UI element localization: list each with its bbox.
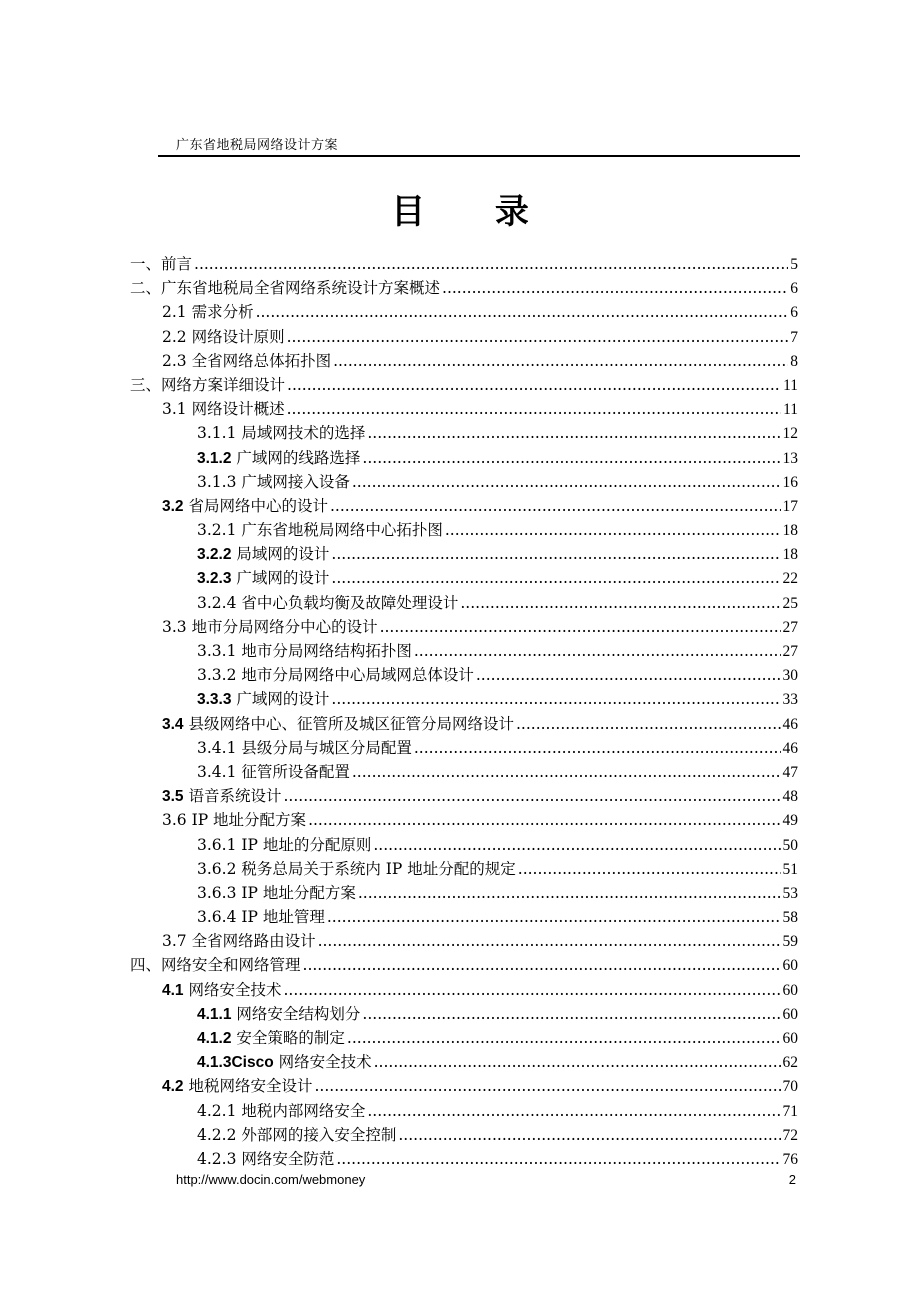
toc-entry-title (130, 276, 440, 300)
toc-entry-title (162, 978, 282, 1003)
toc-dot-leader (330, 494, 781, 518)
toc-entry[interactable] (130, 736, 798, 760)
toc-page-number: 60 (782, 957, 798, 975)
toc-page-number: 60 (782, 1030, 798, 1047)
toc-entry-text: 3.4.1 县级分局与城区分局配置 (197, 738, 412, 757)
toc-entry[interactable] (130, 494, 798, 518)
toc-entry-text: 4.2.3 网络安全防范 (197, 1149, 335, 1168)
toc-entry[interactable] (130, 470, 798, 494)
toc-entry-text: 3.3 地市分局网络分中心的设计 (162, 617, 378, 636)
toc-entry-title (197, 760, 350, 784)
toc-dot-leader (284, 784, 781, 808)
toc-entry-text: 安全策略的制定 (231, 1029, 345, 1047)
toc-entry[interactable] (130, 639, 798, 663)
toc-entry[interactable] (130, 953, 798, 977)
toc-entry[interactable] (130, 421, 798, 445)
toc-entry-number: 3.1.2 (197, 449, 232, 467)
toc-page-number: 18 (782, 522, 798, 540)
toc-entry-number: 3.2 (162, 497, 184, 515)
toc-dot-leader (518, 857, 781, 881)
toc-entry-text: 网络安全技术 (183, 980, 282, 999)
toc-entry-number: 4.1.2 (197, 1030, 232, 1047)
page-title: 目 录 (391, 192, 529, 232)
toc-entry-title (197, 663, 474, 687)
toc-dot-leader (362, 446, 780, 470)
toc-entry[interactable] (130, 373, 798, 397)
toc-entry[interactable] (130, 978, 798, 1002)
toc-entry[interactable] (130, 1074, 798, 1098)
toc-entry-text: 2.2 网络设计原则 (162, 327, 285, 346)
toc-page-number: 7 (790, 328, 798, 346)
toc-entry[interactable] (130, 542, 798, 566)
toc-entry-text: 二、广东省地税局全省网络系统设计方案概述 (130, 279, 441, 298)
toc-page-number: 33 (782, 691, 798, 709)
toc-entry-text: 地税网络安全设计 (183, 1077, 313, 1096)
toc-entry[interactable] (130, 518, 798, 542)
toc-entry-title (197, 542, 329, 567)
toc-entry[interactable] (130, 1026, 798, 1050)
toc-page-number: 53 (782, 884, 798, 902)
toc-entry-title (197, 566, 329, 591)
toc-entry[interactable] (130, 566, 798, 590)
toc-entry-text: 广域网的线路选择 (231, 448, 361, 467)
toc-entry-title (197, 736, 412, 760)
toc-entry-title (197, 1050, 372, 1075)
toc-dot-leader (445, 518, 781, 542)
toc-page-number: 60 (782, 981, 798, 999)
toc-entry-text: 3.6.4 IP 地址管理 (197, 908, 325, 927)
toc-dot-leader (331, 566, 780, 590)
toc-entry[interactable] (130, 1002, 798, 1026)
toc-entry[interactable] (130, 1123, 798, 1147)
toc-entry[interactable] (130, 808, 798, 832)
toc-dot-leader (352, 470, 781, 494)
toc-page-number: 11 (783, 401, 798, 419)
toc-page-number: 59 (782, 933, 798, 951)
toc-page-number: 6 (790, 304, 798, 322)
toc-dot-leader (380, 615, 781, 639)
toc-entry-number: 3.4 (162, 715, 184, 733)
toc-entry-text: 3.1.3 广域网接入设备 (197, 472, 350, 491)
toc-page-number: 51 (782, 860, 798, 878)
toc-page-number: 48 (782, 788, 798, 806)
toc-dot-leader (367, 421, 780, 445)
toc-entry-title (197, 421, 365, 445)
toc-entry-title (197, 446, 360, 471)
toc-page-number: 25 (782, 594, 798, 612)
toc-entry-text: 3.4.1 征管所设备配置 (197, 762, 350, 781)
toc-page-number: 30 (782, 667, 798, 685)
toc-dot-leader (333, 349, 788, 373)
toc-entry-title (162, 397, 285, 421)
toc-page-number: 8 (790, 352, 798, 370)
toc-entry-number: 3.3.3 (197, 691, 232, 709)
toc-page-number: 6 (790, 280, 798, 298)
toc-entry-title (162, 300, 254, 324)
toc-page-number: 62 (782, 1054, 798, 1072)
toc-dot-leader (256, 300, 789, 324)
toc-entry-title (197, 1123, 396, 1147)
toc-entry-title (162, 1074, 313, 1099)
toc-entry-text: 网络安全结构划分 (231, 1004, 361, 1023)
toc-dot-leader (315, 1074, 781, 1098)
toc-entry[interactable] (130, 276, 798, 300)
toc-page-number: 58 (782, 909, 798, 927)
toc-entry-text: 3.1.1 局域网技术的选择 (197, 424, 366, 443)
toc-entry-text: 语音系统设计 (183, 787, 282, 806)
toc-entry-text: 3.1 网络设计概述 (162, 400, 285, 419)
toc-entry[interactable] (130, 615, 798, 639)
toc-entry[interactable] (130, 591, 798, 615)
toc-dot-leader (398, 1123, 780, 1147)
toc-entry-title (130, 373, 285, 397)
toc-dot-leader (318, 929, 781, 953)
toc-entry-title (197, 1026, 345, 1051)
toc-dot-leader (287, 397, 781, 421)
toc-entry[interactable] (130, 881, 798, 905)
toc-page-number: 27 (782, 618, 798, 636)
toc-entry-title (162, 325, 285, 349)
toc-page-number: 5 (790, 256, 798, 273)
toc-dot-leader (367, 1099, 780, 1123)
toc-entry-number: 4.2 (162, 1078, 184, 1096)
toc-entry[interactable] (130, 300, 798, 324)
toc-entry-text: 3.6.1 IP 地址的分配原则 (197, 835, 372, 854)
toc-page-number: 71 (782, 1102, 798, 1120)
toc-entry-number: 3.5 (162, 788, 184, 806)
toc-dot-leader (358, 881, 781, 905)
toc-entry[interactable] (130, 397, 798, 421)
toc-entry-text: 2.3 全省网络总体拓扑图 (162, 351, 332, 370)
toc-entry-text: 4.2.1 地税内部网络安全 (197, 1101, 366, 1120)
toc-entry-title (197, 1099, 365, 1123)
toc-dot-leader (284, 978, 781, 1002)
toc-dot-leader (287, 325, 789, 349)
toc-dot-leader (308, 808, 780, 832)
toc-entry-title (162, 349, 331, 373)
toc-dot-leader (442, 276, 788, 300)
toc-entry-title (162, 929, 316, 953)
toc-page-number: 72 (782, 1126, 798, 1144)
toc-dot-leader (414, 736, 781, 760)
toc-entry-title (162, 615, 378, 639)
footer-page-number: 2 (788, 1172, 796, 1187)
toc-entry-number: 4.1 (162, 981, 184, 999)
toc-entry-text: 一、前言 (130, 255, 193, 273)
toc-page-number: 13 (782, 449, 798, 467)
toc-entry-text: 四、网络安全和网络管理 (130, 956, 301, 975)
toc-entry-title (162, 784, 282, 809)
toc-page-number: 16 (782, 473, 798, 491)
toc-dot-leader (352, 760, 781, 784)
toc-entry-text: 3.2.4 省中心负载均衡及故障处理设计 (197, 593, 459, 612)
toc-entry-text: 广域网的设计 (231, 690, 330, 709)
toc-dot-leader (331, 542, 780, 566)
toc-entry-title (197, 1147, 334, 1171)
toc-entry-title (197, 1002, 360, 1027)
toc-entry-number: 4.1.3Cisco (197, 1054, 274, 1072)
toc-page-number: 17 (782, 497, 798, 515)
toc-entry-text: 省局网络中心的设计 (183, 496, 328, 515)
footer-url[interactable]: http://www.docin.com/webmoney (176, 1172, 366, 1187)
toc-entry[interactable] (130, 1099, 798, 1123)
toc-entry[interactable] (130, 784, 798, 808)
toc-entry[interactable] (130, 325, 798, 349)
toc-dot-leader (373, 833, 780, 857)
toc-page-number: 70 (782, 1078, 798, 1096)
toc-entry-title (197, 905, 325, 929)
toc-entry-title (197, 639, 412, 663)
toc-entry-title (197, 833, 371, 857)
toc-dot-leader (362, 1002, 780, 1026)
toc-entry-number: 3.2.2 (197, 546, 232, 564)
toc-dot-leader (476, 663, 781, 687)
toc-dot-leader (331, 687, 780, 711)
toc-dot-leader (336, 1147, 780, 1171)
toc-entry-text: 3.6.2 税务总局关于系统内 IP 地址分配的规定 (197, 859, 516, 878)
toc-entry[interactable] (130, 857, 798, 881)
toc-entry-title (162, 808, 306, 832)
toc-entry[interactable] (130, 712, 798, 736)
toc-entry-title (197, 591, 458, 615)
toc-entry-title (197, 881, 356, 905)
toc-page-number: 46 (782, 739, 798, 757)
toc-entry-text: 4.2.2 外部网的接入安全控制 (197, 1125, 397, 1144)
toc-entry-number: 4.1.1 (197, 1005, 232, 1023)
toc-page-number: 76 (782, 1150, 798, 1168)
toc-dot-leader (303, 953, 781, 977)
toc-entry[interactable] (130, 663, 798, 687)
toc-entry[interactable] (130, 905, 798, 929)
toc-page-number: 12 (782, 425, 798, 443)
toc-page-number: 47 (782, 763, 798, 781)
toc-entry-text: 局域网的设计 (231, 545, 330, 564)
toc-entry-text: 3.7 全省网络路由设计 (162, 932, 316, 951)
toc-entry[interactable] (130, 252, 798, 276)
toc-entry-title (130, 953, 301, 977)
toc-page-number: 27 (782, 643, 798, 660)
header-rule (158, 155, 800, 157)
toc-entry[interactable] (130, 687, 798, 711)
toc-dot-leader (347, 1026, 781, 1050)
toc-entry-text: 3.2.1 广东省地税局网络中心拓扑图 (197, 521, 443, 540)
toc-entry-text: 3.3.1 地市分局网络结构拓扑图 (197, 642, 412, 660)
toc-entry-title (130, 252, 192, 276)
toc-dot-leader (374, 1050, 781, 1074)
toc-page-number: 60 (782, 1005, 798, 1023)
toc-entry-title (197, 470, 350, 494)
toc-page-number: 18 (782, 546, 798, 564)
toc-entry-text: 3.6 IP 地址分配方案 (162, 811, 307, 830)
toc-entry-text: 网络安全技术 (273, 1053, 372, 1072)
toc-entry-title (197, 857, 516, 881)
toc-entry[interactable] (130, 446, 798, 470)
toc-dot-leader (194, 252, 788, 276)
toc-page-number: 11 (783, 376, 798, 394)
toc-page-number: 50 (782, 836, 798, 854)
toc-dot-leader (287, 373, 781, 397)
toc-entry-title (197, 518, 443, 542)
toc-entry[interactable] (130, 1050, 798, 1074)
toc-dot-leader (414, 639, 781, 663)
toc-entry-text: 三、网络方案详细设计 (130, 375, 286, 394)
toc-entry-title (162, 712, 514, 737)
toc-dot-leader (327, 905, 781, 929)
toc-page-number: 22 (782, 570, 798, 588)
toc-page-number: 49 (782, 812, 798, 830)
toc-entry[interactable] (130, 1147, 798, 1171)
toc-entry[interactable] (130, 833, 798, 857)
table-of-contents (130, 252, 798, 1171)
toc-page-number: 46 (782, 715, 798, 733)
toc-entry-text: 2.1 需求分析 (162, 303, 254, 322)
toc-entry-title (197, 687, 329, 712)
toc-entry-text: 县级网络中心、征管所及城区征管分局网络设计 (183, 714, 514, 733)
toc-dot-leader (516, 712, 781, 736)
page-header-text: 广东省地税局网络设计方案 (176, 138, 339, 153)
toc-entry-text: 3.6.3 IP 地址分配方案 (197, 883, 356, 902)
toc-entry-title (162, 494, 328, 519)
toc-dot-leader (460, 591, 780, 615)
toc-entry[interactable] (130, 929, 798, 953)
toc-entry-text: 广域网的设计 (231, 569, 330, 588)
toc-entry[interactable] (130, 760, 798, 784)
toc-entry-number: 3.2.3 (197, 570, 232, 588)
toc-entry[interactable] (130, 349, 798, 373)
toc-entry-text: 3.3.2 地市分局网络中心局域网总体设计 (197, 666, 474, 685)
